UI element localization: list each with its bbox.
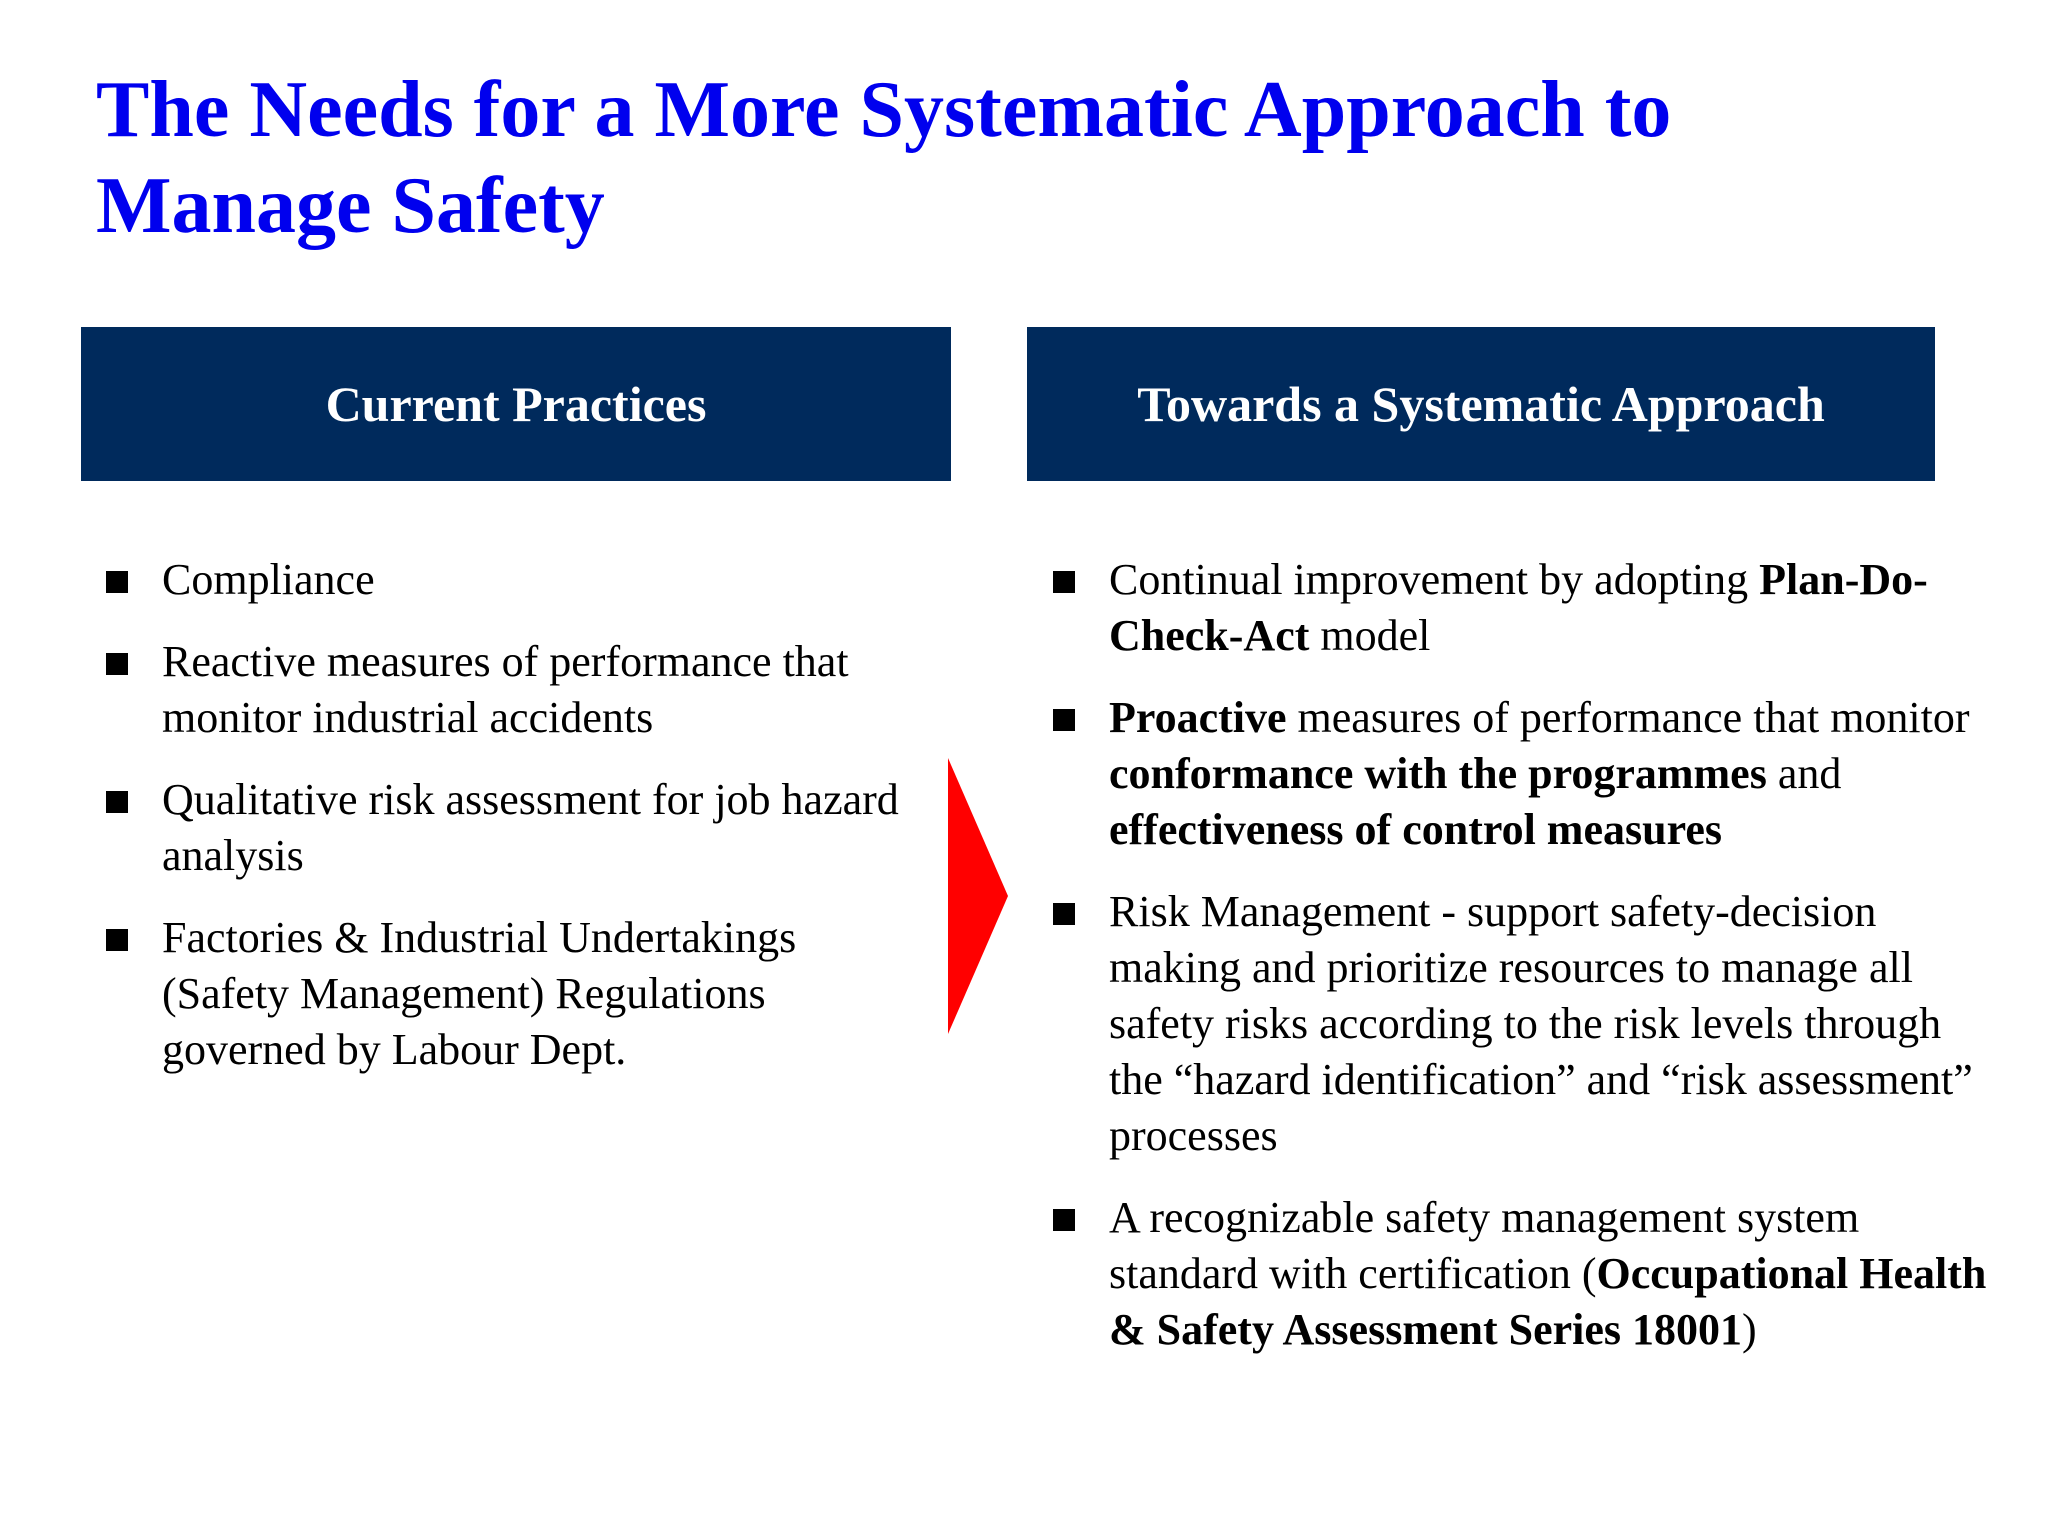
- list-item: [100, 552, 920, 608]
- proactive-term: Proactive: [1109, 693, 1287, 742]
- square-bullet-icon: [1053, 571, 1075, 593]
- systematic-approach-header-label: Towards a Systematic Approach: [1137, 376, 1825, 432]
- pdca-model-term: Plan-Do-Check-Act: [1109, 555, 1928, 660]
- square-bullet-icon: [106, 653, 128, 675]
- list-item-text: Qualitative risk assessment for job hazard analysis: [162, 775, 899, 880]
- list-item: [1047, 552, 1997, 664]
- square-bullet-icon: [106, 929, 128, 951]
- ohsas-term: Occupational Health & Safety Assessment Series 18001: [1109, 1249, 1987, 1354]
- list-item-text: A recognizable safety management system standard with certification (Occupational Health & Safety Assessment Series 18001): [1109, 1193, 1987, 1354]
- square-bullet-icon: [1053, 709, 1075, 731]
- list-item: [1047, 884, 1997, 1164]
- list-item-text: Compliance: [162, 555, 375, 604]
- square-bullet-icon: [106, 791, 128, 813]
- current-practices-list: [100, 552, 920, 1104]
- square-bullet-icon: [1053, 903, 1075, 925]
- square-bullet-icon: [1053, 1209, 1075, 1231]
- current-practices-header-label: Current Practices: [325, 376, 707, 432]
- list-item-text: Continual improvement by adopting Plan-Do-Check-Act model: [1109, 555, 1928, 660]
- list-item: [100, 634, 920, 746]
- list-item-text: Proactive measures of performance that monitor conformance with the programmes and effectiveness of control measures: [1109, 693, 1970, 854]
- slide-title: The Needs for a More Systematic Approach to Manage Safety: [96, 66, 1672, 250]
- current-practices-header: [81, 327, 951, 481]
- list-item: [100, 772, 920, 884]
- square-bullet-icon: [106, 571, 128, 593]
- systematic-approach-header: [1027, 327, 1935, 481]
- list-item: [1047, 1190, 1997, 1358]
- list-item-text: Risk Management - support safety-decision making and prioritize resources to manage all safety risks according to the risk levels through the “hazard identification” and “risk assessment” processes: [1109, 887, 1973, 1160]
- list-item: [100, 910, 920, 1078]
- list-item: [1047, 690, 1997, 858]
- systematic-approach-list: [1047, 552, 1997, 1384]
- effectiveness-term: effectiveness of control measures: [1109, 805, 1722, 854]
- conformance-term: conformance with the programmes: [1109, 749, 1767, 798]
- list-item-text: Reactive measures of performance that monitor industrial accidents: [162, 637, 849, 742]
- arrow-right-icon: [948, 758, 1008, 1034]
- list-item-text: Factories & Industrial Undertakings (Safety Management) Regulations governed by Labour Dept.: [162, 913, 797, 1074]
